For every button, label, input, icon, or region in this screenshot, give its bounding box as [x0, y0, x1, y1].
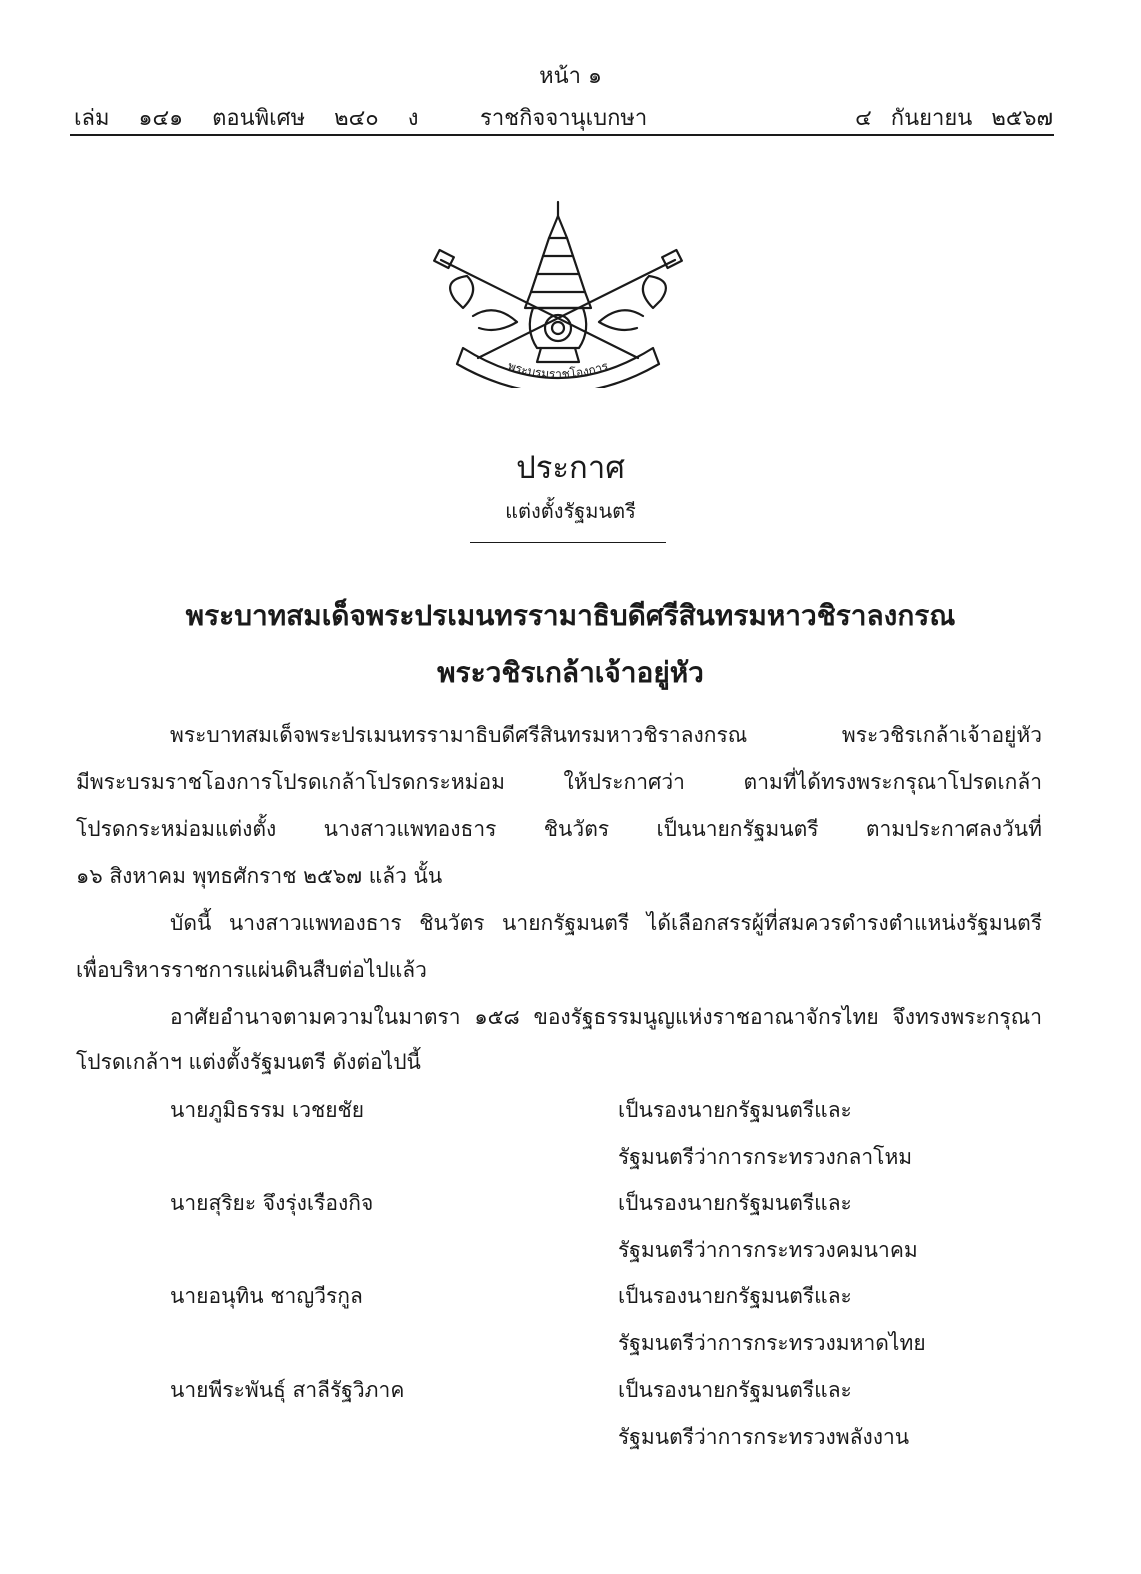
- date-year: ๒๕๖๗: [991, 106, 1053, 131]
- publication-date: [843, 100, 1053, 135]
- appointee-ministry: รัฐมนตรีว่าการกระทรวงคมนาคม: [618, 1238, 918, 1262]
- appointee-name: นายพีระพันธุ์ สาลีรัฐวิภาค: [170, 1378, 405, 1402]
- paragraph-2-line-1: บัดนี้ นางสาวแพทองธาร ชินวัตร นายกรัฐมนตรี ได้เลือกสรรผู้ที่สมควรดำรงตำแหน่งรัฐมนตรี: [170, 911, 1042, 935]
- seal-text: พระบรมราชโองการ: [506, 358, 610, 382]
- date-month: กันยายน: [890, 106, 973, 131]
- publication-name: ราชกิจจานุเบกษา: [480, 106, 648, 131]
- paragraph-1-line-2: มีพระบรมราชโองการโปรดเกล้าโปรดกระหม่อม ให้ประกาศว่า ตามที่ได้ทรงพระกรุณาโปรดเกล้า: [76, 770, 1042, 794]
- paragraph-1-line-1: พระบาทสมเด็จพระปรเมนทรรามาธิบดีศรีสินทรมหาวชิราลงกรณ พระวชิรเกล้าเจ้าอยู่หัว: [170, 723, 1042, 747]
- paragraph-3-line-1: อาศัยอำนาจตามความในมาตรา ๑๕๘ ของรัฐธรรมนูญแห่งราชอาณาจักรไทย จึงทรงพระกรุณา: [170, 1005, 1042, 1029]
- appointee-ministry: รัฐมนตรีว่าการกระทรวงมหาดไทย: [618, 1331, 926, 1355]
- title-divider: [470, 542, 666, 543]
- paragraph-1-line-3: โปรดกระหม่อมแต่งตั้ง นางสาวแพทองธาร ชินวัตร เป็นนายกรัฐมนตรี ตามประกาศลงวันที่: [76, 817, 1042, 841]
- appointee-position: เป็นรองนายกรัฐมนตรีและ: [618, 1378, 852, 1402]
- announcement-subtitle: แต่งตั้งรัฐมนตรี: [505, 499, 636, 523]
- king-name-line-2: พระวชิรเกล้าเจ้าอยู่หัว: [437, 656, 704, 689]
- appointee-ministry: รัฐมนตรีว่าการกระทรวงกลาโหม: [618, 1145, 913, 1169]
- volume-info: [74, 100, 440, 135]
- appointee-name: นายสุริยะ จึงรุ่งเรืองกิจ: [170, 1191, 374, 1215]
- paragraph-2-line-2: เพื่อบริหารราชการแผ่นดินสืบต่อไปแล้ว: [76, 958, 427, 982]
- header-divider: [70, 134, 1054, 136]
- appointee-position: เป็นรองนายกรัฐมนตรีและ: [618, 1098, 852, 1122]
- date-day: ๔: [855, 106, 872, 131]
- appointee-name: นายภูมิธรรม เวชยชัย: [170, 1098, 365, 1122]
- appointee-name: นายอนุทิน ชาญวีรกูล: [170, 1284, 363, 1308]
- issue-label: ตอนพิเศษ: [212, 106, 306, 131]
- volume-number: ๑๔๑: [138, 106, 184, 131]
- king-name-line-1: พระบาทสมเด็จพระปรเมนทรรามาธิบดีศรีสินทรมหาวชิราลงกรณ: [185, 599, 956, 632]
- paragraph-3-line-2: โปรดเกล้าฯ แต่งตั้งรัฐมนตรี ดังต่อไปนี้: [76, 1050, 421, 1074]
- paragraph-1-line-4: ๑๖ สิงหาคม พุทธศักราช ๒๕๖๗ แล้ว นั้น: [76, 864, 443, 888]
- appointee-ministry: รัฐมนตรีว่าการกระทรวงพลังงาน: [618, 1425, 910, 1449]
- appointee-position: เป็นรองนายกรัฐมนตรีและ: [618, 1191, 852, 1215]
- volume-label: เล่ม: [74, 106, 110, 131]
- appointee-position: เป็นรองนายกรัฐมนตรีและ: [618, 1284, 852, 1308]
- issue-suffix: ง: [407, 106, 419, 131]
- issue-number: ๒๔๐: [334, 106, 379, 131]
- royal-seal-emblem-icon: [433, 198, 683, 388]
- page-number: หน้า ๑: [539, 64, 602, 89]
- announcement-title: ประกาศ: [516, 450, 625, 486]
